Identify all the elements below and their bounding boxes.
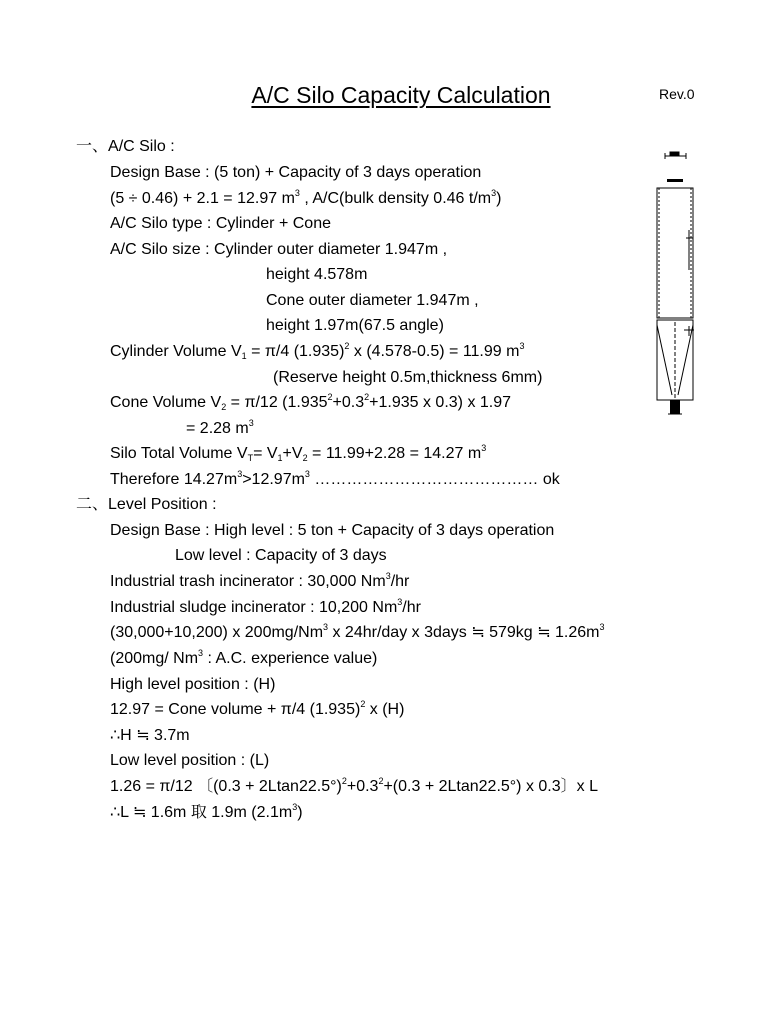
superscript: 2 (327, 392, 333, 402)
text-run: (30,000+10,200) x 200mg/Nm (110, 624, 324, 641)
superscript: 3 (198, 648, 204, 658)
text-run: = π/12 (1.935 (226, 394, 328, 411)
section-1-heading (76, 137, 175, 157)
text-run: = π/4 (1.935) (246, 343, 345, 360)
superscript: 3 (237, 469, 243, 479)
text-run: = 11.99+2.28 = 14.27 m (307, 445, 482, 462)
text-run: ) (297, 804, 303, 821)
silo-size-line: A/C Silo size : Cylinder outer diameter 1.947m , (110, 241, 448, 258)
total-volume-line (110, 444, 486, 464)
document-title: A/C Silo Capacity Calculation (251, 82, 551, 108)
superscript: 3 (491, 188, 497, 198)
text-run: Cylinder Volume V (110, 343, 242, 360)
text-run: +0.3 (332, 394, 365, 411)
superscript: 2 (378, 776, 384, 786)
text-run: +1.935 x 0.3) x 1.97 (369, 394, 512, 411)
text-run: +V (282, 445, 303, 462)
cylinder-height-line: height 4.578m (266, 266, 368, 283)
high-level-label: High level position : (H) (110, 676, 276, 693)
sludge-incinerator-line (110, 598, 421, 618)
text-run: +0.3 (346, 778, 379, 795)
subscript: 1 (277, 453, 283, 463)
text-run: +(0.3 + 2Ltan22.5°) x 0.3〕x L (383, 778, 598, 795)
subscript: 1 (241, 351, 247, 361)
text-run: Industrial sludge incinerator : 10,200 Nm (110, 599, 398, 616)
high-level-equation (110, 700, 404, 720)
low-level-label: Low level position : (L) (110, 752, 270, 769)
superscript: 2 (341, 776, 347, 786)
section-1-title: A/C Silo : (108, 138, 175, 155)
silo-drawing (648, 150, 708, 430)
section-2-title: Level Position : (108, 496, 217, 513)
design-base-line: Design Base : (5 ton) + Capacity of 3 days operation (110, 164, 482, 181)
superscript: 3 (292, 802, 298, 812)
text-run: Therefore 14.27m (110, 471, 238, 488)
superscript: 2 (360, 699, 366, 709)
consumption-calc-line (110, 623, 604, 643)
low-level-equation (110, 777, 598, 797)
section-1-marker: 一、 (76, 138, 109, 155)
cone-wall (678, 325, 693, 395)
cone-volume-result (186, 419, 254, 439)
subscript: 2 (221, 402, 227, 412)
superscript: 3 (599, 622, 605, 632)
superscript: 3 (519, 341, 525, 351)
discharge-valve (670, 400, 680, 414)
text-run: x (4.578-0.5) = 11.99 m (349, 343, 520, 360)
cone-volume-line (110, 393, 511, 413)
subscript: 2 (302, 453, 308, 463)
text-run: , A/C(bulk density 0.46 t/m (299, 190, 492, 207)
section-2-marker: 二、 (76, 496, 109, 513)
silo-type-line: A/C Silo type : Cylinder + Cone (110, 215, 331, 232)
text-run: /hr (402, 599, 421, 616)
superscript: 2 (364, 392, 370, 402)
dimension-label-mark (670, 152, 679, 155)
text-run: Industrial trash incinerator : 30,000 Nm (110, 573, 386, 590)
experience-value-line (110, 649, 377, 669)
text-run: /hr (390, 573, 410, 590)
text-run: ) (496, 190, 502, 207)
trash-incinerator-line (110, 572, 409, 592)
text-run: Cone Volume V (110, 394, 222, 411)
text-run: : A.C. experience value) (203, 650, 378, 667)
low-level-result (110, 803, 303, 823)
revision-label: Rev.0 (659, 86, 695, 102)
text-run: (200mg/ Nm (110, 650, 199, 667)
cone-wall (657, 325, 672, 395)
superscript: 3 (323, 622, 329, 632)
superscript: 3 (385, 571, 391, 581)
therefore-ok-line (110, 470, 560, 490)
text-run: 1.26 = π/12 〔(0.3 + 2Ltan22.5°) (110, 778, 342, 795)
text-run: Silo Total Volume V (110, 445, 248, 462)
superscript: 3 (248, 418, 254, 428)
text-run: …………………………………… ok (309, 471, 560, 488)
cylinder-volume-line (110, 342, 524, 362)
top-nozzle (667, 179, 683, 182)
text-run: 12.97 = Cone volume + π/4 (1.935) (110, 701, 361, 718)
cylinder-body (657, 188, 693, 318)
text-run: (5 ÷ 0.46) + 2.1 = 12.97 m (110, 190, 295, 207)
design-high-line: Design Base : High level : 5 ton + Capacity of 3 days operation (110, 522, 555, 539)
text-run: = 2.28 m (186, 420, 249, 437)
text-run: x 24hr/day x 3days ≒ 579kg ≒ 1.26m (328, 624, 600, 641)
design-low-line: Low level : Capacity of 3 days (175, 547, 387, 564)
text-run: >12.97m (242, 471, 305, 488)
superscript: 2 (344, 341, 350, 351)
superscript: 3 (294, 188, 300, 198)
text-run: = V (253, 445, 278, 462)
superscript: 3 (304, 469, 310, 479)
capacity-calc-line (110, 189, 501, 209)
section-2-heading (76, 495, 217, 515)
reserve-note-line: (Reserve height 0.5m,thickness 6mm) (273, 369, 543, 386)
superscript: 3 (481, 443, 487, 453)
high-level-result: ∴H ≒ 3.7m (110, 727, 190, 744)
subscript: T (247, 453, 254, 463)
text-run: ∴L ≒ 1.6m 取 1.9m (2.1m (110, 804, 293, 821)
text-run: x (H) (365, 701, 405, 718)
cone-diameter-line: Cone outer diameter 1.947m , (266, 292, 479, 309)
cone-height-line: height 1.97m(67.5 angle) (266, 317, 444, 334)
superscript: 3 (397, 597, 403, 607)
